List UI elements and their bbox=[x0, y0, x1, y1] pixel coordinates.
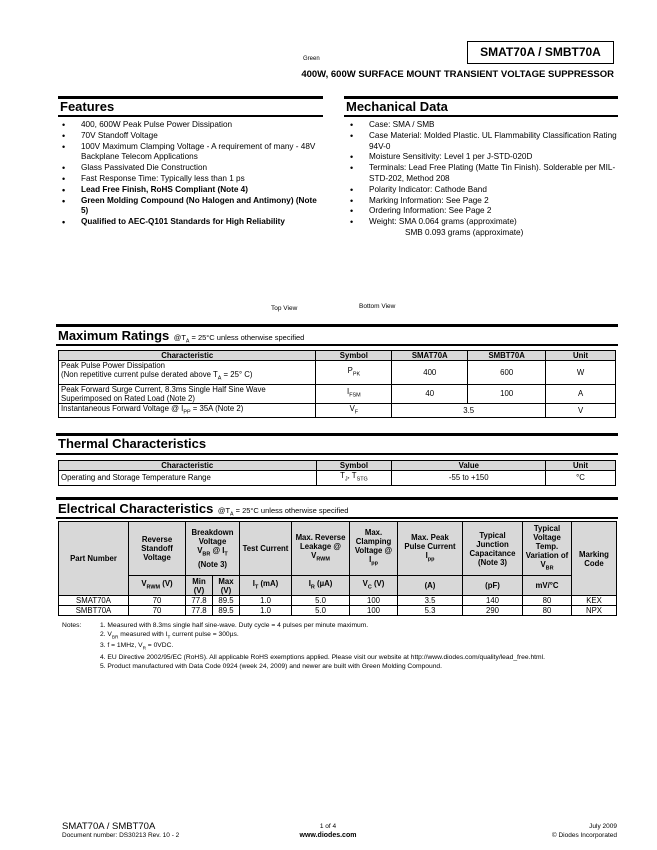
unit-cell: (pF) bbox=[463, 576, 523, 596]
value-cell: -55 to +150 bbox=[392, 471, 546, 486]
mechanical-item-weight-smb: SMB 0.093 grams (approximate) bbox=[405, 227, 524, 237]
footer-doc-number: Document number: DS30213 Rev. 10 - 2 bbox=[62, 832, 180, 839]
cell: 70 bbox=[129, 606, 186, 616]
unit-cell: $V_{RWM}$ (V) bbox=[129, 576, 186, 596]
header-cell: Max. Reverse Leakage @ $V_{RWM}$ bbox=[292, 522, 350, 576]
unit-cell: $V_C$ (V) bbox=[350, 576, 398, 596]
mechanical-item: • Polarity Indicator: Cathode Band bbox=[346, 185, 618, 196]
mechanical-item: • Ordering Information: See Page 2 bbox=[346, 206, 618, 217]
header-cell: Unit bbox=[546, 461, 616, 471]
cell: 1.0 bbox=[240, 606, 292, 616]
cell: 77.8 bbox=[186, 596, 213, 606]
cell: SMAT70A bbox=[59, 596, 129, 606]
green-label: Green bbox=[303, 56, 320, 62]
electrical-condition: $@T_A = 25^\circ C$ unless otherwise specified bbox=[217, 506, 349, 518]
unit-cell: Min (V) bbox=[186, 576, 213, 596]
feature-item: • Qualified to AEC-Q101 Standards for High Reliability bbox=[58, 217, 326, 228]
cell: 290 bbox=[463, 606, 523, 616]
note-item: 2. $V_{BR}$ measured with $I_T$ current pulse = 300µs. bbox=[100, 631, 239, 640]
mechanical-item: • Marking Information: See Page 2 bbox=[346, 196, 618, 207]
note-item: 5. Product manufactured with Data Code 0924 (week 24, 2009) and newer are built with Green Molding Compound. bbox=[100, 662, 443, 670]
mechanical-item: • Moisture Sensitivity: Level 1 per J-STD-020D bbox=[346, 152, 618, 163]
electrical-bottom-rule bbox=[56, 517, 618, 519]
thermal-title: Thermal Characteristics bbox=[58, 436, 207, 451]
cell: 100 bbox=[350, 606, 398, 616]
thermal-bottom-rule bbox=[56, 453, 618, 455]
unit-cell: (A) bbox=[398, 576, 463, 596]
table-row bbox=[59, 606, 617, 616]
symbol-cell: $I_{FSM}$ bbox=[316, 384, 392, 403]
table-header-row bbox=[59, 461, 616, 471]
bottom-view-label: Bottom View bbox=[359, 303, 396, 310]
characteristic-cell: Peak Forward Surge Current, 8.3ms Single Half Sine Wave Superimposed on Rated Load (Note 2) bbox=[59, 384, 316, 403]
cell: 100 bbox=[350, 596, 398, 606]
mechanical-item: • Weight: SMA 0.064 grams (approximate) bbox=[346, 217, 618, 228]
notes bbox=[62, 621, 545, 671]
feature-item: • Fast Response Time: Typically less than 1 ps bbox=[58, 174, 326, 185]
cell: 80 bbox=[523, 606, 572, 616]
cell: 89.5 bbox=[213, 606, 240, 616]
header-cell: Symbol bbox=[316, 461, 392, 471]
electrical-title: Electrical Characteristics bbox=[58, 501, 214, 516]
symbol-cell: $P_{PK}$ bbox=[316, 361, 392, 385]
electrical-heading bbox=[58, 500, 348, 518]
table-row bbox=[59, 471, 616, 486]
unit-cell: V bbox=[546, 403, 616, 418]
cell: 5.3 bbox=[398, 606, 463, 616]
unit-cell: $I_R$ (µA) bbox=[292, 576, 350, 596]
table-row bbox=[59, 596, 617, 606]
unit-cell: mV/°C bbox=[523, 576, 572, 596]
cell: 5.0 bbox=[292, 596, 350, 606]
mechanical-item: • Terminals: Lead Free Plating (Matte Tin Finish). Solderable per MIL-STD-202, Method 208 bbox=[346, 163, 618, 185]
table-row bbox=[59, 403, 616, 418]
symbol-cell: $V_F$ bbox=[316, 403, 392, 418]
value-cell: 600 bbox=[468, 361, 546, 385]
header-cell: Typical Voltage Temp. Variation of $V_{BR}$ bbox=[523, 522, 572, 576]
characteristic-cell: Operating and Storage Temperature Range bbox=[59, 471, 317, 486]
document-subtitle: 400W, 600W SURFACE MOUNT TRANSIENT VOLTAGE SUPPRESSOR bbox=[301, 69, 614, 80]
footer-right bbox=[470, 821, 617, 841]
max-ratings-heading bbox=[58, 327, 304, 345]
header-cell: Characteristic bbox=[59, 461, 317, 471]
cell: 89.5 bbox=[213, 596, 240, 606]
max-ratings-condition: $@T_A = 25^\circ C$ unless otherwise specified bbox=[173, 333, 305, 345]
cell: NPX bbox=[572, 606, 617, 616]
characteristic-cell: Instantaneous Forward Voltage @ $I_{PP} = 35A$ (Note 2) bbox=[59, 403, 316, 418]
header-cell: Symbol bbox=[316, 351, 392, 361]
characteristic-cell: Peak Pulse Power Dissipation (Non repetitive current pulse derated above $T_A = 25^\circ$ C) bbox=[59, 361, 316, 385]
units-row bbox=[59, 576, 617, 596]
footer-copyright: © Diodes Incorporated bbox=[551, 832, 617, 839]
footer-website: www.diodes.com bbox=[299, 832, 357, 839]
mechanical-title: Mechanical Data bbox=[346, 99, 448, 114]
note-item: 3. f = 1MHz, $V_R = 0VDC$. bbox=[100, 642, 174, 651]
value-cell: 400 bbox=[392, 361, 468, 385]
cell: 140 bbox=[463, 596, 523, 606]
unit-cell: $I_T$ (mA) bbox=[240, 576, 292, 596]
max-ratings-bottom-rule bbox=[56, 344, 618, 346]
cell: SMBT70A bbox=[59, 606, 129, 616]
header-cell: Max. Peak Pulse Current $I_{pp}$ bbox=[398, 522, 463, 576]
header-cell: Part Number bbox=[59, 522, 129, 596]
table-row bbox=[59, 361, 616, 385]
feature-item: • Glass Passivated Die Construction bbox=[58, 163, 326, 174]
header-cell: Reverse Standoff Voltage bbox=[129, 522, 186, 576]
feature-item: • 100V Maximum Clamping Voltage - A requirement of many - 48V Backplane Telecom Applications bbox=[58, 142, 326, 164]
cell: KEX bbox=[572, 596, 617, 606]
header-cell: Breakdown Voltage $V_{BR}$ @ $I_T$ (Note 3) bbox=[186, 522, 240, 576]
value-cell: 100 bbox=[468, 384, 546, 403]
header-cell: SMBT70A bbox=[468, 351, 546, 361]
header-cell: Value bbox=[392, 461, 546, 471]
features-title: Features bbox=[60, 99, 115, 114]
note-item: 4. EU Directive 2002/95/EC (RoHS). All applicable RoHS exemptions applied. Please visit our website at http://www.diodes.com/quality/lead_free.html. bbox=[100, 653, 545, 661]
features-list bbox=[58, 120, 326, 228]
mechanical-item: • Case Material: Molded Plastic. UL Flammability Classification Rating 94V-0 bbox=[346, 131, 618, 153]
mechanical-list bbox=[346, 120, 618, 239]
header-cell: SMAT70A bbox=[392, 351, 468, 361]
max-ratings-title: Maximum Ratings bbox=[58, 328, 170, 343]
footer-date: July 2009 bbox=[589, 823, 617, 830]
footer-part-title: SMAT70A / SMBT70A bbox=[62, 821, 156, 832]
page-number: 1 of 4 bbox=[319, 823, 337, 830]
thermal-table bbox=[58, 460, 616, 486]
max-ratings-table bbox=[58, 350, 616, 418]
cell: 77.8 bbox=[186, 606, 213, 616]
table-row bbox=[59, 384, 616, 403]
value-cell: 3.5 bbox=[392, 403, 546, 418]
cell: 70 bbox=[129, 596, 186, 606]
table-header-row bbox=[59, 351, 616, 361]
feature-item: • Lead Free Finish, RoHS Compliant (Note 4) bbox=[58, 185, 326, 196]
cell: 3.5 bbox=[398, 596, 463, 606]
mechanical-bottom-rule bbox=[344, 115, 618, 117]
header-cell: Unit bbox=[546, 351, 616, 361]
value-cell: 40 bbox=[392, 384, 468, 403]
features-bottom-rule bbox=[58, 115, 323, 117]
unit-cell: Max (V) bbox=[213, 576, 240, 596]
cell: 5.0 bbox=[292, 606, 350, 616]
unit-cell: °C bbox=[546, 471, 616, 486]
symbol-cell: $T_J$, $T_{STG}$ bbox=[316, 471, 392, 486]
mechanical-item: • Case: SMA / SMB bbox=[346, 120, 618, 131]
header-cell: Test Current bbox=[240, 522, 292, 576]
header-cell: Typical Junction Capacitance (Note 3) bbox=[463, 522, 523, 576]
feature-item: • Green Molding Compound (No Halogen and Antimony) (Note 5) bbox=[58, 196, 326, 218]
notes-label: Notes: bbox=[62, 622, 82, 629]
footer-left bbox=[62, 821, 179, 841]
header-cell: Max. Clamping Voltage @ $I_{pp}$ bbox=[350, 522, 398, 576]
part-title: SMAT70A / SMBT70A bbox=[467, 41, 614, 64]
table-header-row bbox=[59, 522, 617, 576]
unit-cell: W bbox=[546, 361, 616, 385]
header-cell: Characteristic bbox=[59, 351, 316, 361]
feature-item: • 400, 600W Peak Pulse Power Dissipation bbox=[58, 120, 326, 131]
footer-center bbox=[278, 821, 378, 841]
electrical-table bbox=[58, 521, 617, 616]
cell: 80 bbox=[523, 596, 572, 606]
unit-cell: A bbox=[546, 384, 616, 403]
top-view-label: Top View bbox=[271, 305, 298, 312]
feature-item: • 70V Standoff Voltage bbox=[58, 131, 326, 142]
note-item: 1. Measured with 8.3ms single half sine-wave. Duty cycle = 4 pulses per minute maximum. bbox=[100, 622, 369, 629]
header-cell: Marking Code bbox=[572, 522, 617, 596]
cell: 1.0 bbox=[240, 596, 292, 606]
